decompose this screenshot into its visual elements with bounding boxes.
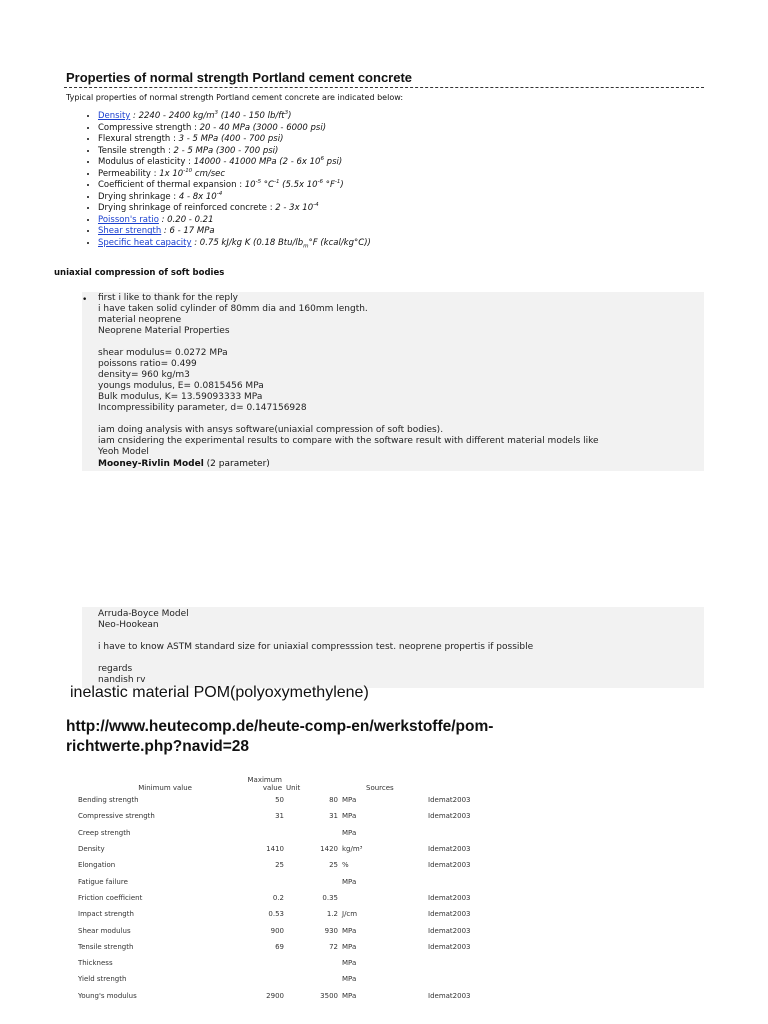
density-value-2: (140 - 150 lb/ft	[218, 111, 285, 121]
header-max: Maximum value	[247, 776, 282, 792]
density-sup-1: 3	[214, 110, 218, 117]
row-max	[284, 825, 338, 841]
row-source	[428, 825, 508, 841]
header-unit: Unit	[286, 784, 301, 792]
drying-reinforced-value: 2 - 3x 10	[275, 203, 314, 214]
row-name: Tensile strength	[78, 942, 134, 951]
drying-value: 4 - 8x 10	[178, 191, 217, 202]
post-bullet: •	[82, 295, 88, 305]
row-min: 25	[275, 861, 284, 870]
concrete-title: Properties of normal strength Portland cement concrete	[66, 70, 413, 85]
density-link[interactable]: Density	[98, 111, 131, 121]
row-source	[428, 873, 508, 889]
table-row	[78, 939, 508, 955]
modulus-label: Modulus of elasticity :	[98, 157, 194, 168]
permeability-label: Permeability :	[98, 168, 160, 179]
row-unit	[338, 890, 428, 906]
row-source: Idemat2003	[428, 796, 471, 805]
row-min: 0.53	[268, 910, 284, 919]
row-max: 31	[329, 812, 338, 821]
thermal-label: Coefficient of thermal expansion :	[98, 180, 245, 191]
table-row	[78, 922, 508, 938]
row-source: Idemat2003	[428, 845, 471, 854]
row-max: 25	[329, 861, 338, 870]
table-row	[78, 841, 508, 857]
post-text-top: first i like to thank for the reply i have taken solid cylinder of 80mm dia and 160mm length. material neoprene Neoprene Material Properties shear modulus= 0.0272 MPa poissons ratio= 0.499 density= 960 kg/m3 youngs modulus, E= 0.0815456 MPa Bulk modulus, K= 13.59093333 MPa Incompressibility parameter, d= 0.147156928 iam doing analysis with ansys software(uniaxial compression of soft bodies). iam cnsidering the experimental results to compare with the software result with different material models like Yeoh Model	[98, 293, 599, 457]
table-row	[78, 971, 508, 987]
mooney-rivlin-rest: (2 parameter)	[203, 459, 270, 469]
compressive-label: Compressive strength :	[98, 122, 200, 133]
row-min: 0.2	[272, 893, 284, 902]
row-unit: J/cm	[342, 910, 358, 919]
row-source	[428, 971, 508, 987]
row-max: 930	[324, 926, 338, 935]
pom-table	[78, 770, 508, 1004]
table-row	[78, 857, 508, 873]
thermal-sup-3: -6	[317, 179, 324, 186]
table-row	[78, 988, 508, 1004]
row-source: Idemat2003	[428, 861, 471, 870]
list-item-permeability	[98, 169, 371, 181]
row-max: 80	[329, 796, 338, 805]
list-item-drying-reinforced	[98, 203, 371, 215]
row-min: 69	[275, 942, 284, 951]
mooney-rivlin-line	[98, 459, 270, 469]
list-item-modulus	[98, 157, 371, 169]
specific-heat-sub: m	[303, 243, 309, 250]
header-sources: Sources	[366, 784, 394, 792]
table-row	[78, 825, 508, 841]
row-min	[194, 955, 284, 971]
density-value-1: : 2240 - 2400 kg/m	[130, 111, 215, 121]
concrete-property-list	[82, 111, 371, 250]
pom-title: inelastic material POM(polyoxymethylene)	[70, 684, 369, 701]
row-unit: MPa	[342, 942, 357, 951]
thermal-sup-1: -5	[255, 179, 262, 186]
row-name: Fatigue failure	[78, 877, 128, 886]
pom-table-header	[78, 770, 508, 792]
row-min: 900	[270, 926, 284, 935]
post-text-bottom: Arruda-Boyce Model Neo-Hookean i have to know ASTM standard size for uniaxial compresssion test. neoprene propertis if possible regards nandish rv	[98, 609, 534, 685]
row-max: 1.2	[326, 910, 338, 919]
table-row	[78, 955, 508, 971]
row-max: 3500	[320, 991, 338, 1000]
list-item-density	[98, 111, 371, 123]
modulus-value-2: psi)	[323, 157, 343, 168]
row-unit: %	[342, 861, 349, 870]
row-name: Young's modulus	[78, 991, 137, 1000]
row-name: Impact strength	[78, 910, 134, 919]
row-name: Elongation	[78, 861, 116, 870]
drying-sup: -4	[216, 191, 223, 197]
row-max: 72	[329, 942, 338, 951]
row-min: 31	[275, 812, 284, 821]
row-source: Idemat2003	[428, 991, 471, 1000]
row-name: Density	[78, 845, 105, 854]
tensile-label: Tensile strength :	[98, 145, 174, 156]
thermal-sup-2: -1	[273, 179, 280, 186]
poisson-value: : 0.20 - 0.21	[158, 214, 214, 225]
row-unit: MPa	[342, 877, 357, 886]
list-item-thermal	[98, 180, 371, 192]
specific-heat-value-1: : 0.75 kJ/kg K (0.18 Btu/lb	[191, 238, 304, 249]
row-name: Shear modulus	[78, 926, 131, 935]
modulus-sup: 6	[320, 156, 324, 163]
row-unit: MPa	[342, 812, 357, 821]
row-unit: MPa	[342, 796, 357, 805]
header-blank	[428, 770, 508, 792]
table-row	[78, 906, 508, 922]
header-min: Minimum value	[138, 784, 192, 792]
table-row	[78, 873, 508, 889]
list-item-tensile	[98, 146, 371, 158]
row-max	[284, 955, 338, 971]
row-source: Idemat2003	[428, 812, 471, 821]
modulus-value-1: 14000 - 41000 MPa (2 - 6x 10	[193, 157, 321, 168]
thermal-value-1: 10	[244, 180, 256, 191]
row-min: 1410	[266, 845, 284, 854]
density-sup-2: 3	[284, 110, 289, 117]
table-row	[78, 808, 508, 824]
row-unit: MPa	[342, 975, 357, 984]
list-item-compressive	[98, 123, 371, 135]
row-unit: MPa	[342, 991, 357, 1000]
permeability-sup: -10	[183, 167, 193, 174]
row-min	[194, 825, 284, 841]
list-item-specific-heat	[98, 238, 371, 250]
row-unit: MPa	[342, 959, 357, 968]
row-source: Idemat2003	[428, 926, 471, 935]
permeability-value-1: 1x 10	[159, 168, 184, 179]
drying-reinforced-label: Drying shrinkage of reinforced concrete :	[98, 203, 276, 214]
specific-heat-value-2: °F (kcal/kg°C))	[308, 238, 371, 249]
shear-value: : 6 - 17 MPa	[161, 226, 215, 237]
row-unit: kg/m³	[342, 845, 363, 854]
thermal-sup-4: -1	[334, 179, 341, 186]
row-name: Compressive strength	[78, 812, 155, 821]
row-name: Friction coefficient	[78, 893, 143, 902]
drying-label: Drying shrinkage :	[98, 191, 179, 202]
table-row	[78, 792, 508, 808]
list-item-shear	[98, 226, 371, 238]
pom-table-body	[78, 792, 508, 1004]
concrete-intro: Typical properties of normal strength Portland cement concrete are indicated below:	[66, 93, 404, 102]
flexural-label: Flexural strength :	[98, 134, 179, 145]
shear-strength-link[interactable]: Shear strength	[98, 226, 162, 237]
row-min	[194, 971, 284, 987]
row-max	[284, 873, 338, 889]
row-name: Thickness	[78, 959, 113, 968]
row-source: Idemat2003	[428, 893, 471, 902]
thermal-value-4: °F	[323, 180, 335, 191]
row-name: Creep strength	[78, 828, 131, 837]
row-max	[284, 971, 338, 987]
row-source: Idemat2003	[428, 942, 471, 951]
specific-heat-link[interactable]: Specific heat capacity	[98, 238, 192, 249]
forum-title: uniaxial compression of soft bodies	[54, 268, 225, 278]
thermal-value-5: )	[340, 180, 344, 191]
row-name: Bending strength	[78, 796, 139, 805]
flexural-value: 3 - 5 MPa (400 - 700 psi)	[178, 134, 284, 145]
row-unit: MPa	[342, 926, 357, 935]
thermal-value-3: (5.5x 10	[279, 180, 318, 191]
row-name: Yield strength	[78, 975, 127, 984]
title-divider	[64, 87, 704, 88]
mooney-rivlin-bold: Mooney-Rivlin Model	[98, 459, 204, 469]
pom-url[interactable]: http://www.heutecomp.de/heute-comp-en/werkstoffe/pom-richtwerte.php?navid=28	[66, 718, 494, 755]
row-source	[428, 955, 508, 971]
tensile-value: 2 - 5 MPa (300 - 700 psi)	[173, 145, 279, 156]
row-min: 2900	[266, 991, 284, 1000]
list-item-drying	[98, 192, 371, 204]
thermal-value-2: °C	[261, 180, 274, 191]
compressive-value: 20 - 40 MPa (3000 - 6000 psi)	[199, 122, 327, 133]
permeability-value-2: cm/sec	[192, 168, 226, 179]
table-row	[78, 890, 508, 906]
poisson-link[interactable]: Poisson's ratio	[98, 214, 159, 225]
density-value-3: )	[288, 111, 292, 121]
row-source: Idemat2003	[428, 910, 471, 919]
drying-reinforced-sup: -4	[313, 202, 319, 209]
row-max: 0.35	[322, 893, 338, 902]
row-max: 1420	[320, 845, 338, 854]
row-min: 50	[275, 796, 284, 805]
list-item-poisson	[98, 215, 371, 227]
list-item-flexural	[98, 134, 371, 146]
row-min	[194, 873, 284, 889]
row-unit: MPa	[342, 828, 357, 837]
